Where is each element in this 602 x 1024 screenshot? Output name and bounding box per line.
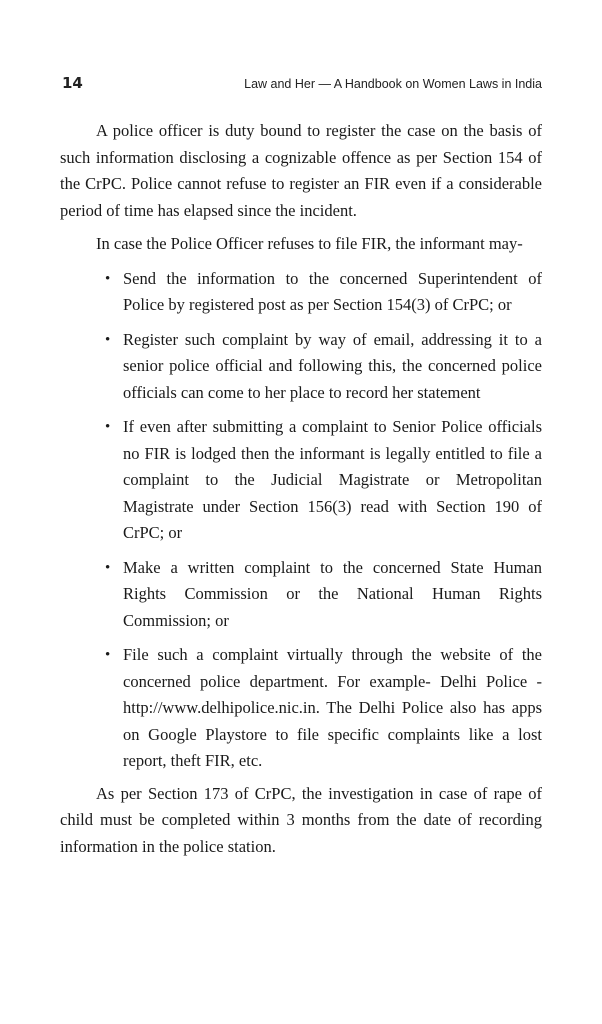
list-item — [105, 414, 542, 547]
bullet-icon: • — [105, 270, 111, 287]
bullet-icon: • — [105, 559, 111, 576]
paragraph-investigation-timeline: As per Section 173 of CrPC, the investigation in case of rape of child must be completed within 3 months from the date of recording information in the police station. — [60, 783, 542, 856]
page-header — [62, 74, 542, 94]
list-item — [105, 555, 542, 635]
list-item-text: If even after submitting a complaint to Senior Police officials no FIR is lodged then the informant is legally entitled to file a complaint to the Judicial Magistrate or Metropolitan Magistrate under Section 156(3) read with Section 190 of CrPC; or — [123, 417, 542, 542]
bullet-icon: • — [105, 419, 111, 435]
list-item-text: Send the information to the concerned Superintendent of Police by registered post as per Section 154(3) of CrPC; or — [123, 268, 542, 314]
list-item-text: Make a written complaint to the concerned State Human Rights Commission or the National Human Rights Commission; or — [123, 557, 542, 630]
running-title: Law and Her — A Handbook on Women Laws in India — [244, 77, 542, 91]
informant-options-list — [60, 266, 542, 775]
list-item-text: File such a complaint virtually through the website of the concerned police department. For example- Delhi Police - http://www.delhipolice.nic.in. The Delhi Police also has apps on Google Playstore to file specific complaints like a lost report, theft FIR, etc. — [123, 645, 542, 770]
list-item-text: Register such complaint by way of email, addressing it to a senior police official and following this, the concerned police officials can come to her place to record her statement — [123, 329, 542, 402]
bullet-icon: • — [105, 331, 111, 348]
list-item — [105, 266, 542, 319]
bullet-icon: • — [105, 647, 111, 663]
page-number: 14 — [62, 74, 83, 92]
list-item — [105, 327, 542, 407]
paragraph-informant-options: In case the Police Officer refuses to file FIR, the informant may- — [96, 234, 523, 253]
paragraph-fir-duty: A police officer is duty bound to register the case on the basis of such information disclosing a cognizable offence as per Section 154 of the CrPC. Police cannot refuse to register an FIR even if a considerable period of time has elapsed since the incident. — [60, 121, 542, 220]
body-text — [60, 118, 542, 860]
list-item — [105, 642, 542, 775]
